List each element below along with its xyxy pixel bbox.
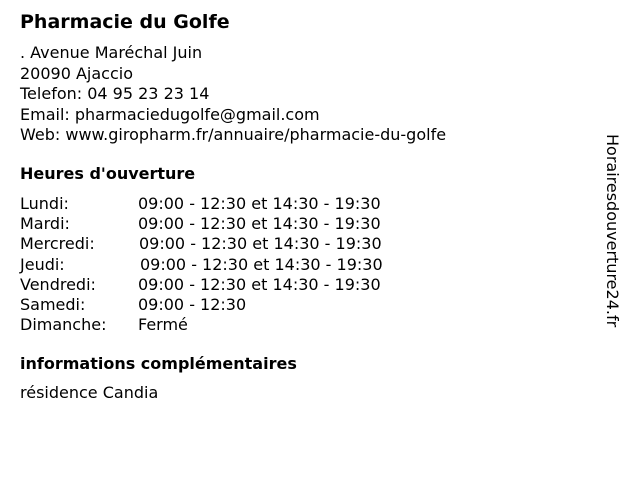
contact-block (20, 43, 446, 146)
hours-row (20, 214, 440, 234)
hours-day: Jeudi: (20, 254, 65, 274)
page-title: Pharmacie du Golfe (20, 11, 230, 33)
hours-row (20, 234, 440, 254)
hours-time: Fermé (138, 315, 188, 335)
address-city: 20090 Ajaccio (20, 63, 134, 83)
site-watermark: Horairesdouverture24.fr (603, 134, 622, 328)
hours-day: Samedi: (20, 294, 86, 314)
opening-hours-heading: Heures d'ouverture (20, 164, 196, 183)
address-street: . Avenue Maréchal Juin (20, 43, 203, 62)
hours-time: 09:00 - 12:30 et 14:30 - 19:30 (138, 274, 381, 294)
hours-time: 09:00 - 12:30 et 14:30 - 19:30 (138, 214, 381, 234)
hours-time: 09:00 - 12:30 et 14:30 - 19:30 (140, 254, 383, 274)
hours-row (20, 295, 440, 315)
hours-time: 09:00 - 12:30 et 14:30 - 19:30 (139, 234, 382, 254)
hours-time: 09:00 - 12:30 (138, 294, 247, 314)
hours-row (20, 255, 440, 275)
additional-info-text: résidence Candia (20, 383, 159, 402)
hours-day: Lundi: (20, 194, 69, 213)
hours-row (20, 194, 440, 214)
hours-day: Vendredi: (20, 274, 96, 294)
opening-hours-table (20, 194, 440, 335)
additional-info-heading: informations complémentaires (20, 354, 297, 373)
hours-row (20, 315, 440, 335)
phone-number: Telefon: 04 95 23 23 14 (20, 84, 210, 103)
hours-row (20, 275, 440, 295)
email-address: Email: pharmaciedugolfe@gmail.com (20, 104, 320, 124)
hours-day: Mercredi: (20, 234, 95, 254)
hours-time: 09:00 - 12:30 et 14:30 - 19:30 (138, 194, 381, 213)
website-url: Web: www.giropharm.fr/annuaire/pharmacie-du-golfe (20, 125, 447, 144)
hours-day: Mardi: (20, 214, 70, 234)
hours-day: Dimanche: (20, 315, 107, 335)
